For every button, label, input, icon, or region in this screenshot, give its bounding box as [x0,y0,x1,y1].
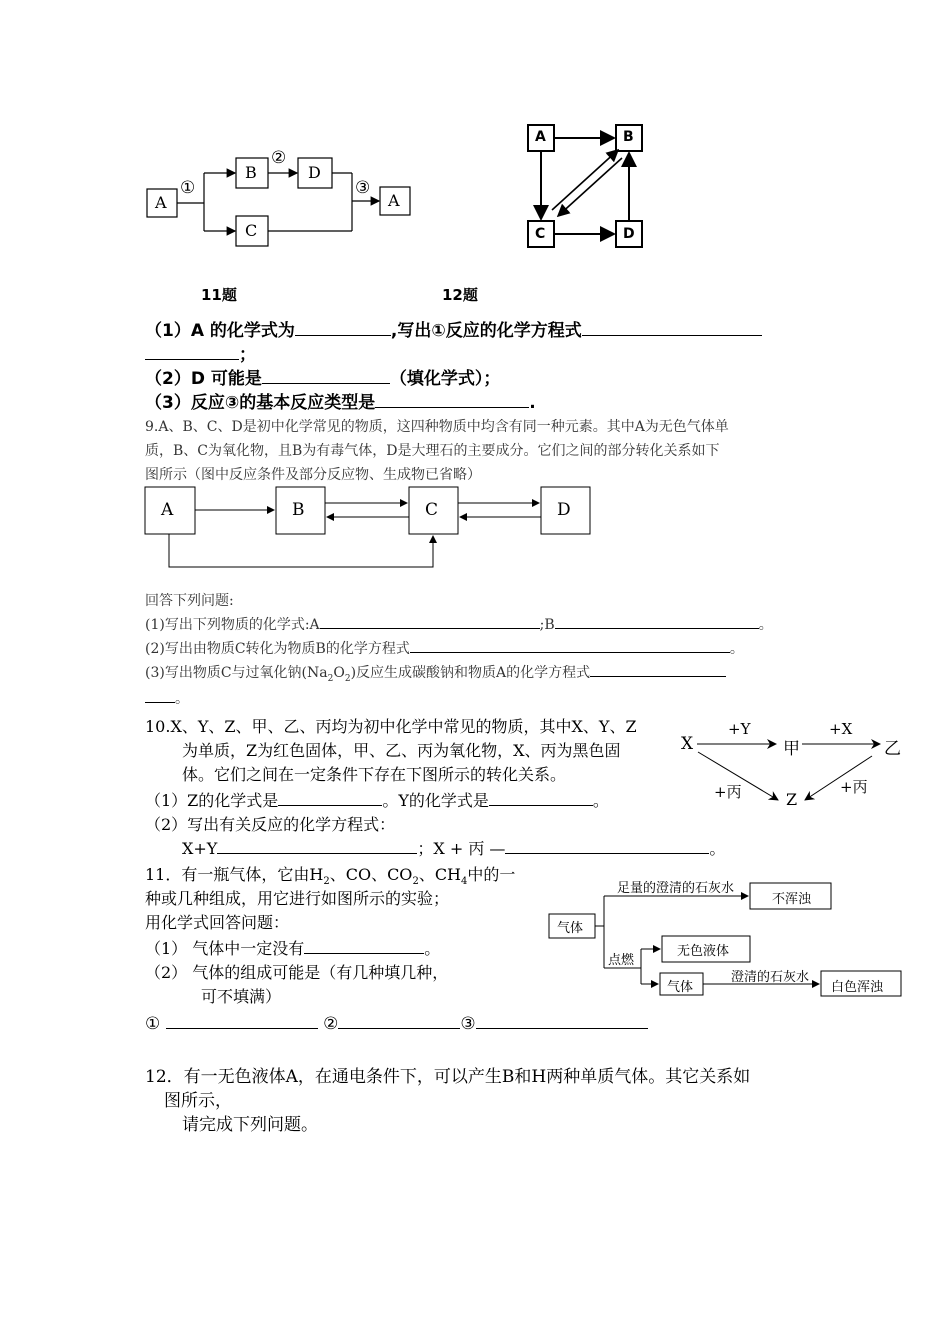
q11-diag-limewater-excess: 足量的澄清的石灰水 [617,881,735,896]
q9-sub2 [145,638,744,658]
q11-sub-ch4: 4 [461,876,468,888]
q11-choices [145,1012,648,1034]
q10-s1-end: 。 [592,791,609,810]
q9-blank-a[interactable] [320,615,540,629]
q10-sub2-eqs [182,836,725,859]
q11-sub2: （2） 气体的组成可能是（有几种填几种， [145,963,449,982]
fig11-reaction-3: ③ [355,178,371,198]
fig11-label-a2: A [388,191,400,210]
q9-s2-text: (2)写出由物质C转化为物质B的化学方程式 [145,641,410,657]
q11-l1-a: 11．有一瓶气体，它由H [145,865,324,884]
q10-node-jia: 甲 [783,739,800,759]
q9-s3-sub1: 2 [327,673,334,684]
q11-line2: 种或几种组成，用它进行如图所示的实验； [145,889,450,908]
q11-blank-not-present[interactable] [304,937,424,954]
q10-line3: 体。它们之间在一定条件下存在下图所示的转化关系。 [182,765,567,784]
q11-s1-end: 。 [424,939,441,958]
fig12-label-b: B [623,129,634,145]
q11-diag-limewater: 澄清的石灰水 [731,970,810,985]
fig11-reaction-1: ① [180,178,196,198]
prevq-l3-end: . [529,393,536,413]
q11-l1-d: 中的一 [467,865,516,884]
q11-blank-2[interactable] [338,1012,460,1029]
q9-s2-end: 。 [729,641,744,657]
q10-node-x: X [681,734,694,754]
fig12-label-d: D [623,226,635,242]
q11-sub-h2: 2 [323,876,330,888]
q9-blank-eq-c-na2o2[interactable] [590,663,726,677]
prevq-blank-eq1[interactable] [582,319,762,336]
q9-s3-end: 。 [175,691,189,707]
q10-eq2-text: ；X + 丙 — [417,839,506,858]
q11-diag-ignite: 点燃 [608,953,635,968]
q9-s1-text: (1)写出下列物质的化学式:A [145,617,320,633]
q10-eq-end: 。 [709,839,726,858]
q11-choice-3: ③ [460,1014,476,1034]
q9-line1: 9.A、B、C、D是初中化学常见的物质，这四种物质中均含有同一种元素。其中A为无色气体单 [145,419,729,435]
q11-choice-1: ① [145,1014,161,1034]
prevq-line1 [145,316,762,341]
q10-s1-text: （1）Z的化学式是 [145,791,279,810]
prevq-l2-text2: （填化学式）； [389,369,501,389]
q12-line1: 12．有一无色液体A，在通电条件下，可以产生B和H两种单质气体。其它关系如 [145,1067,751,1087]
fig12-label-c: C [535,226,546,242]
q9-answer-intro: 回答下列问题: [145,593,234,609]
q11-l1-c: 、CH [418,865,462,884]
q11-sub1 [145,936,440,959]
q11-sub-co2: 2 [412,876,419,888]
q10-s1-text2: 。Y的化学式是 [382,791,489,810]
q10-label-plus-x: +X [829,720,853,738]
q10-node-yi: 乙 [884,739,901,759]
q11-l1-b: 、CO、CO [329,865,413,884]
fig11-reaction-2: ② [271,148,287,168]
q10-sub2: （2）写出有关反应的化学方程式： [145,815,396,834]
q11-diag-gas: 气体 [557,921,584,936]
prevq-blank-eq1-cont[interactable] [145,343,239,360]
q12-line3: 请完成下列问题。 [182,1115,318,1135]
q10-node-z: Z [786,790,798,809]
prevq-line2 [145,364,500,389]
fig12-caption: 12题 [442,286,478,304]
q11-diag-gas2: 气体 [667,980,694,995]
q10-line2: 为单质，Z为红色固体，甲、乙、丙为氧化物，X、丙为黑色固 [182,741,621,760]
prevq-l1-text: （1）A 的化学式为 [145,321,295,341]
prevq-l3-text: （3）反应③的基本反应类型是 [145,393,376,413]
q11-s1-text: （1） 气体中一定没有 [145,939,305,958]
q9-blank-eq-c-b[interactable] [410,639,730,653]
q10-blank-eq2[interactable] [505,837,709,854]
fig12-label-a: A [535,129,546,145]
q11-line3: 用化学式回答问题： [145,913,290,932]
prevq-blank-a-formula[interactable] [295,319,391,336]
q10-label-plus-y: +Y [728,720,751,738]
q9-s3-sub2: 2 [344,673,351,684]
fig11-label-d: D [308,163,321,182]
q9-s1-text2: ;B [539,617,555,633]
q9-s1-end: 。 [758,617,773,633]
q9-s3-text: (3)写出物质C与过氧化钠(Na [145,665,328,681]
q10-label-plus-bing-right: +丙 [840,778,868,796]
prevq-blank-type[interactable] [375,391,529,408]
q12-line2: 图所示， [164,1091,232,1111]
q9-label-d: D [557,500,571,520]
q10-line1: 10.X、Y、Z、甲、乙、丙均为初中化学中常见的物质，其中X、Y、Z [145,717,637,736]
q11-diag-white-turbid: 白色浑浊 [831,980,884,995]
q11-choice-2: ② [323,1014,339,1034]
q9-sub1 [145,614,773,634]
q9-blank-b[interactable] [555,615,759,629]
q9-label-c: C [425,500,439,520]
prevq-l2-text: （2）D 可能是 [145,369,262,389]
q9-s3-mid: O [333,665,345,681]
q9-s3-text2: )反应生成碳酸钠和物质A的化学方程式 [350,665,591,681]
prevq-line3 [145,388,536,413]
q9-blank-eq-cont[interactable] [145,689,175,703]
prevq-blank-d[interactable] [262,367,390,384]
prevq-l1-text2: ,写出①反应的化学方程式 [390,321,582,341]
fig11-label-c: C [245,221,258,240]
q11-blank-3[interactable] [476,1012,648,1029]
q9-sub3 [145,662,726,684]
fig11-caption: 11题 [201,286,237,304]
q9-line2: 质，B、C为氧化物，且B为有毒气体，D是大理石的主要成分。它们之间的部分转化关系如下 [145,443,720,459]
prevq-line1-cont [145,340,256,365]
prevq-l1-end: ； [239,345,256,365]
q9-label-b: B [292,500,305,520]
q10-sub1 [145,788,609,811]
q10-blank-z[interactable] [278,789,382,806]
q10-blank-eq1[interactable] [217,837,417,854]
q9-sub3-cont [145,688,189,708]
fig11-label-a1: A [155,193,167,212]
q11-sub2-cont: 可不填满） [201,987,282,1006]
q11-diag-colorless-liquid: 无色液体 [677,944,730,959]
q9-line3: 图所示（图中反应条件及部分反应物、生成物已省略） [145,467,481,483]
q11-line1 [145,862,515,887]
q11-diag-not-turbid: 不浑浊 [772,892,812,907]
q11-blank-1[interactable] [166,1012,318,1029]
q10-eq1-text: X+Y [182,839,218,858]
q10-blank-y[interactable] [489,789,593,806]
q10-label-plus-bing-left: +丙 [714,783,742,801]
fig11-label-b: B [245,163,257,182]
q9-label-a: A [161,500,174,520]
